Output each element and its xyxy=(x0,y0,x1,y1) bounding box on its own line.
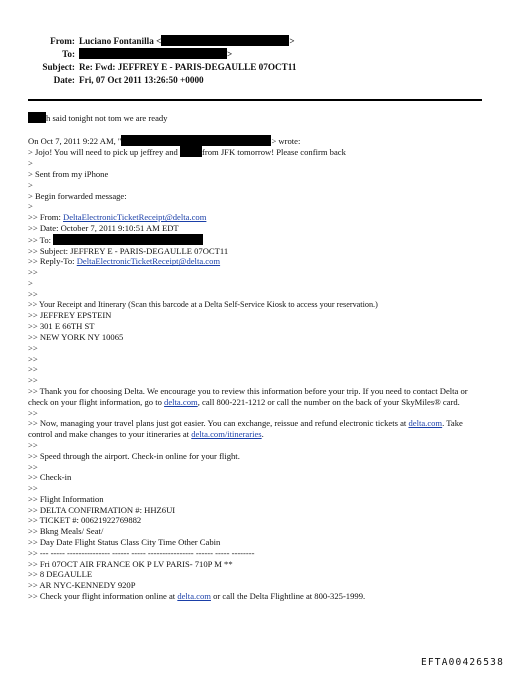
quote-header: On Oct 7, 2011 9:22 AM, " > wrote: xyxy=(28,135,301,146)
manage-paragraph: >> Now, managing your travel plans just got easier. You can exchange, reissue and refund electronic tickets at delta.com. Take control and make changes to your itineraries at delta.com/itineraries. xyxy=(28,418,463,440)
from-tail: > xyxy=(289,36,295,46)
fw-to: >> To: xyxy=(28,234,484,246)
flight-info-heading: >> Flight Information xyxy=(28,493,104,504)
header-date xyxy=(0,75,204,85)
thanks-paragraph: >> Thank you for choosing Delta. We encourage you to review this information before your trip. If you need to contact Delta or check on your flight information, go to delta.com, call 800-221-1212 or call the number on the back of your SkyMiles® card. xyxy=(28,385,468,407)
booking-line: >> Bkng Meals/ Seat/ xyxy=(28,526,104,537)
fw-date: >> Date: October 7, 2011 9:10:51 AM EDT xyxy=(28,222,179,233)
email-body: h said tonight not tom we are ready On Oct 7, 2011 9:22 AM, " > wrote: > Jojo! You will need to pick up jeffrey and from JFK tomorrow! Please confirm back > > Sent from my iPhone > > Begin forwarded message: > >> From: DeltaElectronicTicketReceipt@delta.com >> Date: October 7, 2011 9:10:51 AM EDT >> To: >> Subject: JEFFREY E - PARIS-DEGAULLE 07OCT11 >> Reply-To: DeltaElectronicTicketReceipt@delta.com >> > >> >> Your Receipt and Itinerary (Scan this barcode at a Delta Self-Service Kiosk to access your reservation.) >> JEFFREY EPSTEIN >> 301 E 66TH ST >> NEW YORK NY 10065 >> >> >> >> >> Thank you for choosing Delta. We encourage you to review this information before your trip. If you need to contact Delta or check on your flight information, go to delta.com, call 800-221-1212 or call the number on the back of your SkyMiles® card. >> >> Now, managing your travel plans just got easier. You can exchange, reissue and refund electronic tickets at delta.com. Take control and make changes to your itineraries at delta.com/itineraries. >> >> Speed through the airport. Check-in online for your flight. >> >> Check-in >> >> Flight Information >> DELTA CONFIRMATION #: HHZ6UI >> TICKET #: 00621922769882 >> Bkng Meals/ Seat/ >> Day Date Flight Status Class City Time Other Cabin >> --- ----- --------------- ------ ----- ---------------- ------ ----- -------- >> Fri 07OCT AIR FRANCE OK P LV PARIS- 710P M ** >> 8 DEGAULLE >> AR NYC-KENNEDY 920P >> Check your flight information online at delta.com or call the Delta Flightline at 800-325-1999. xyxy=(28,112,484,602)
redaction-bar xyxy=(161,35,289,46)
redaction-bar xyxy=(180,146,202,157)
speed-line: >> Speed through the airport. Check-in online for your flight. xyxy=(28,450,240,461)
reply-line: h said tonight not tom we are ready xyxy=(28,112,484,124)
date-label: Date: xyxy=(53,75,75,85)
address-line: >> 301 E 66TH ST xyxy=(28,321,95,332)
delta-link[interactable]: delta.com xyxy=(408,418,443,429)
subject-value: Re: Fwd: JEFFREY E - PARIS-DEGAULLE 07OCT11 xyxy=(79,62,297,72)
passenger-name: >> JEFFREY EPSTEIN xyxy=(28,310,112,321)
from-value: Luciano Fontanilla < xyxy=(79,36,162,46)
itineraries-link[interactable]: delta.com/itineraries xyxy=(191,429,262,440)
delta-link[interactable]: delta.com xyxy=(177,591,211,602)
sent-line: > Sent from my iPhone xyxy=(28,168,109,179)
itinerary-row: >> 8 DEGAULLE xyxy=(28,569,93,580)
itinerary-divider: >> --- ----- --------------- ------ ----- ---------------- ------ ----- -------- xyxy=(28,547,255,558)
date-value: Fri, 07 Oct 2011 13:26:50 +0000 xyxy=(79,75,204,85)
header-from xyxy=(0,35,295,46)
fw-subject: >> Subject: JEFFREY E - PARIS-DEGAULLE 07OCT11 xyxy=(28,245,229,256)
to-tail: > xyxy=(227,49,233,59)
redaction-bar xyxy=(28,112,46,123)
itinerary-row: >> Fri 07OCT AIR FRANCE OK P LV PARIS- 710P M ** xyxy=(28,558,233,569)
from-email-link[interactable]: DeltaElectronicTicketReceipt@delta.com xyxy=(63,212,207,223)
checkin-line: >> Check-in xyxy=(28,472,72,483)
itinerary-header: >> Day Date Flight Status Class City Time Other Cabin xyxy=(28,537,221,548)
forward-intro: > Begin forwarded message: xyxy=(28,190,127,201)
fw-from: >> From: DeltaElectronicTicketReceipt@delta.com xyxy=(28,212,207,223)
redaction-bar xyxy=(53,234,203,245)
document-stamp: EFTA00426538 xyxy=(420,657,504,668)
confirmation-number: >> DELTA CONFIRMATION #: HHZ6UI xyxy=(28,504,176,515)
receipt-line: >> Your Receipt and Itinerary (Scan this barcode at a Delta Self-Service Kiosk to access your reservation.) xyxy=(28,299,378,309)
subject-label: Subject: xyxy=(42,62,75,72)
fw-reply-to: >> Reply-To: DeltaElectronicTicketReceipt@delta.com xyxy=(28,256,221,267)
header-to xyxy=(0,48,232,59)
reply-to-email-link[interactable]: DeltaElectronicTicketReceipt@delta.com xyxy=(76,256,221,267)
redaction-bar xyxy=(121,135,271,146)
quote-line: > Jojo! You will need to pick up jeffrey and from JFK tomorrow! Please confirm back xyxy=(28,147,346,158)
from-label: From: xyxy=(50,36,75,46)
redaction-bar xyxy=(79,48,227,59)
header-divider xyxy=(28,99,482,101)
to-label: To: xyxy=(62,49,75,59)
flightline-line: >> Check your flight information online at delta.com or call the Delta Flightline at 800-325-1999. xyxy=(28,591,366,602)
itinerary-row: >> AR NYC-KENNEDY 920P xyxy=(28,580,136,591)
address-line: >> NEW YORK NY 10065 xyxy=(28,331,124,342)
header-subject xyxy=(0,62,296,72)
delta-link[interactable]: delta.com xyxy=(164,396,198,407)
ticket-number: >> TICKET #: 00621922769882 xyxy=(28,515,142,526)
